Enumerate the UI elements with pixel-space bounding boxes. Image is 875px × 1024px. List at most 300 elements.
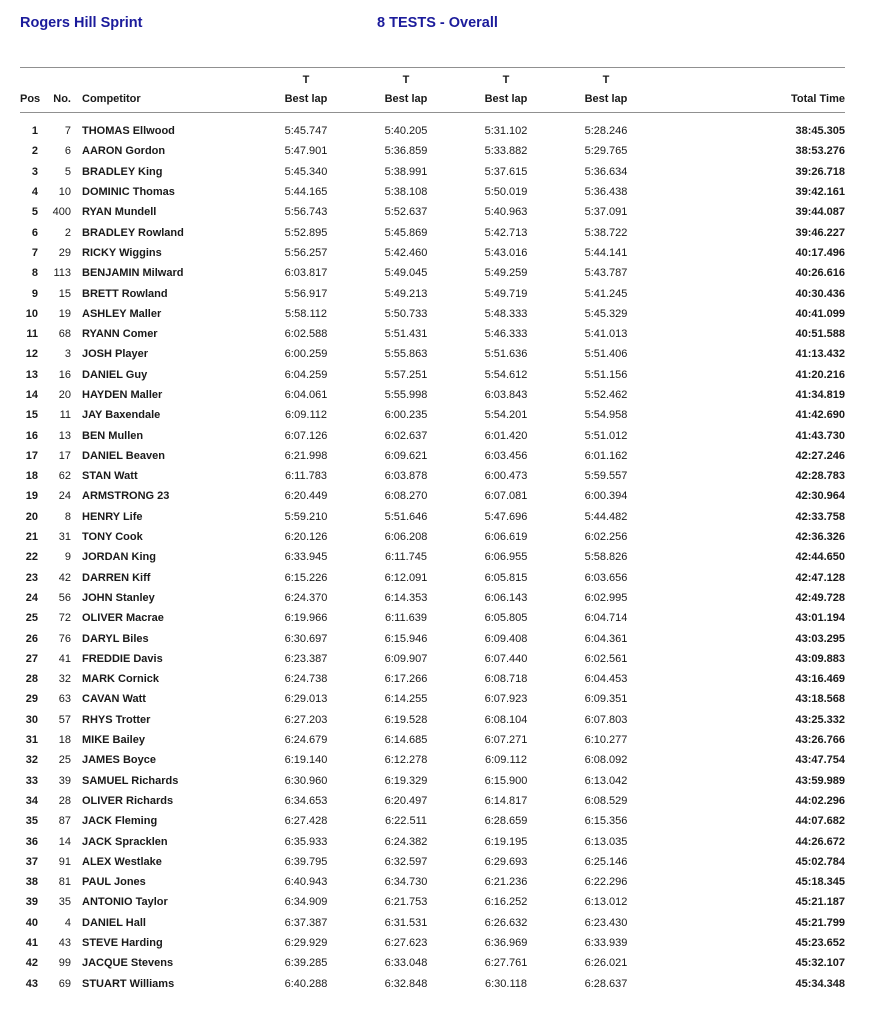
table-row <box>20 365 845 385</box>
total-time-cell: 45:21.187 <box>795 896 845 909</box>
best-lap-3-cell: 6:16.252 <box>484 896 528 909</box>
best-lap-4-cell: 6:02.256 <box>584 531 628 544</box>
best-lap-2-cell: 6:14.353 <box>384 591 428 604</box>
total-time-cell: 42:49.728 <box>795 591 845 604</box>
best-lap-3-cell: 6:27.761 <box>484 957 528 970</box>
best-lap-4-cell: 5:58.826 <box>584 551 628 564</box>
best-lap-3-cell: 6:05.815 <box>484 571 528 584</box>
competitor-cell: DANIEL Hall <box>82 916 146 929</box>
best-lap-2-cell: 6:32.848 <box>384 977 428 990</box>
car-number-cell: 35 <box>58 896 71 909</box>
col-header-t-2: T <box>402 74 410 86</box>
col-header-no: No. <box>44 68 74 113</box>
best-lap-4-cell: 5:52.462 <box>584 389 628 401</box>
car-number-cell: 14 <box>58 835 71 848</box>
position-cell: 4 <box>31 186 38 199</box>
competitor-cell: HAYDEN Maller <box>82 389 163 401</box>
best-lap-3-cell: 6:26.632 <box>484 916 528 929</box>
col-header-pos: Pos <box>20 68 44 113</box>
best-lap-1-cell: 6:23.387 <box>284 652 328 665</box>
total-time-cell: 39:26.718 <box>795 165 845 178</box>
best-lap-4-cell: 6:09.351 <box>584 693 628 706</box>
car-number-cell: 20 <box>58 389 71 401</box>
col-header-total-time: Total Time <box>656 68 845 113</box>
total-time-cell: 40:30.436 <box>795 287 845 300</box>
col-header-best-lap-label-1: Best lap <box>284 93 328 105</box>
best-lap-1-cell: 6:11.783 <box>284 470 327 483</box>
position-cell: 36 <box>25 835 38 848</box>
table-row <box>20 730 845 750</box>
table-row <box>20 933 845 953</box>
total-time-cell: 45:18.345 <box>795 876 845 889</box>
best-lap-2-cell: 5:52.637 <box>384 206 428 219</box>
competitor-cell: JOHN Stanley <box>82 591 155 604</box>
car-number-cell: 72 <box>58 612 71 625</box>
total-time-cell: 43:18.568 <box>795 693 845 706</box>
total-time-cell: 45:02.784 <box>795 855 845 868</box>
best-lap-4-cell: 5:51.012 <box>584 429 628 442</box>
position-cell: 6 <box>31 226 38 239</box>
position-cell: 23 <box>25 571 38 584</box>
competitor-cell: ARMSTRONG 23 <box>82 490 170 503</box>
competitor-cell: BEN Mullen <box>82 429 144 442</box>
best-lap-4-cell: 6:08.092 <box>584 754 628 767</box>
total-time-cell: 42:47.128 <box>795 571 845 584</box>
position-cell: 21 <box>25 531 38 544</box>
best-lap-2-cell: 6:09.907 <box>384 652 428 665</box>
best-lap-1-cell: 6:19.966 <box>284 612 328 625</box>
best-lap-4-cell: 5:36.438 <box>584 186 628 199</box>
total-time-cell: 45:34.348 <box>795 977 845 990</box>
col-header-t-1: T <box>302 74 310 86</box>
competitor-cell: DARYL Biles <box>82 632 149 645</box>
competitor-cell: MARK Cornick <box>82 673 160 686</box>
best-lap-1-cell: 6:24.738 <box>284 673 328 686</box>
table-row <box>20 608 845 628</box>
best-lap-1-cell: 6:20.126 <box>284 531 328 544</box>
total-time-cell: 38:45.305 <box>795 125 845 138</box>
position-cell: 24 <box>25 591 38 604</box>
best-lap-4-cell: 6:00.394 <box>584 490 628 503</box>
best-lap-4-cell: 6:25.146 <box>584 855 628 868</box>
position-cell: 18 <box>25 470 38 483</box>
total-time-cell: 42:33.758 <box>795 510 845 523</box>
competitor-cell: ALEX Westlake <box>82 855 162 868</box>
total-time-cell: 41:43.730 <box>795 429 845 442</box>
best-lap-1-cell: 6:30.697 <box>284 632 328 645</box>
best-lap-2-cell: 6:20.497 <box>384 794 428 807</box>
car-number-cell: 62 <box>58 470 71 483</box>
competitor-cell: JACK Fleming <box>82 815 158 828</box>
col-header-best-lap-3 <box>456 68 556 113</box>
best-lap-4-cell: 5:45.329 <box>584 307 628 320</box>
best-lap-2-cell: 6:32.597 <box>384 855 428 868</box>
car-number-cell: 16 <box>58 368 71 381</box>
best-lap-1-cell: 6:09.112 <box>284 409 327 422</box>
best-lap-2-cell: 5:50.733 <box>384 307 428 320</box>
best-lap-2-cell: 5:49.045 <box>384 267 428 280</box>
table-row <box>20 527 845 547</box>
position-cell: 40 <box>25 916 38 929</box>
position-cell: 31 <box>25 734 38 747</box>
car-number-cell: 11 <box>59 409 71 422</box>
best-lap-1-cell: 6:24.679 <box>284 734 328 747</box>
table-row <box>20 202 845 222</box>
best-lap-3-cell: 6:01.420 <box>484 429 528 442</box>
best-lap-4-cell: 6:04.453 <box>584 673 628 686</box>
best-lap-2-cell: 5:38.108 <box>384 186 428 199</box>
table-row <box>20 953 845 973</box>
total-time-cell: 39:46.227 <box>795 226 845 239</box>
best-lap-2-cell: 6:12.278 <box>384 754 428 767</box>
position-cell: 13 <box>25 368 38 381</box>
best-lap-3-cell: 6:14.817 <box>484 794 528 807</box>
competitor-cell: AARON Gordon <box>82 145 166 158</box>
best-lap-4-cell: 6:33.939 <box>584 937 628 950</box>
best-lap-1-cell: 6:35.933 <box>284 835 328 848</box>
best-lap-1-cell: 5:56.743 <box>284 206 328 219</box>
best-lap-1-cell: 6:27.428 <box>284 815 328 828</box>
car-number-cell: 28 <box>58 794 71 807</box>
table-row <box>20 344 845 364</box>
best-lap-2-cell: 6:24.382 <box>384 835 428 848</box>
best-lap-3-cell: 6:08.104 <box>484 713 528 726</box>
car-number-cell: 400 <box>52 206 71 219</box>
best-lap-4-cell: 5:44.482 <box>584 510 628 523</box>
position-cell: 11 <box>26 328 38 341</box>
best-lap-3-cell: 6:07.923 <box>484 693 528 706</box>
best-lap-2-cell: 6:14.685 <box>384 734 428 747</box>
competitor-cell: DARREN Kiff <box>82 571 151 584</box>
table-row <box>20 182 845 202</box>
best-lap-1-cell: 5:45.340 <box>284 165 328 178</box>
car-number-cell: 69 <box>58 977 71 990</box>
table-row <box>20 162 845 182</box>
competitor-cell: STAN Watt <box>82 470 138 483</box>
best-lap-1-cell: 5:52.895 <box>284 226 328 239</box>
table-row <box>20 304 845 324</box>
table-row <box>20 425 845 445</box>
table-row <box>20 831 845 851</box>
total-time-cell: 42:27.246 <box>795 449 845 462</box>
best-lap-1-cell: 6:24.370 <box>284 591 328 604</box>
competitor-cell: CAVAN Watt <box>82 693 146 706</box>
best-lap-3-cell: 6:00.473 <box>484 470 528 483</box>
car-number-cell: 56 <box>58 591 71 604</box>
best-lap-3-cell: 5:40.963 <box>484 206 528 219</box>
best-lap-4-cell: 5:28.246 <box>584 125 628 138</box>
competitor-cell: DANIEL Beaven <box>82 449 165 462</box>
position-cell: 43 <box>25 977 38 990</box>
table-row <box>20 507 845 527</box>
best-lap-4-cell: 5:59.557 <box>584 470 628 483</box>
best-lap-2-cell: 6:11.745 <box>384 551 427 564</box>
best-lap-4-cell: 5:43.787 <box>584 267 628 280</box>
total-time-cell: 40:17.496 <box>795 246 845 259</box>
best-lap-1-cell: 6:15.226 <box>284 571 328 584</box>
best-lap-2-cell: 5:49.213 <box>384 287 428 300</box>
best-lap-1-cell: 6:34.909 <box>284 896 328 909</box>
best-lap-4-cell: 5:54.958 <box>584 409 628 422</box>
position-cell: 41 <box>25 937 38 950</box>
best-lap-3-cell: 6:21.236 <box>484 876 528 889</box>
position-cell: 42 <box>25 957 38 970</box>
car-number-cell: 63 <box>58 693 71 706</box>
table-row <box>20 283 845 303</box>
total-time-cell: 43:59.989 <box>795 774 845 787</box>
total-time-cell: 43:09.883 <box>795 652 845 665</box>
best-lap-2-cell: 6:33.048 <box>384 957 428 970</box>
total-time-cell: 39:44.087 <box>795 206 845 219</box>
best-lap-3-cell: 6:28.659 <box>484 815 528 828</box>
best-lap-4-cell: 6:04.714 <box>584 612 628 625</box>
total-time-cell: 44:26.672 <box>795 835 845 848</box>
total-time-cell: 40:51.588 <box>795 328 845 341</box>
best-lap-4-cell: 6:02.561 <box>584 652 628 665</box>
car-number-cell: 18 <box>58 734 71 747</box>
best-lap-3-cell: 6:19.195 <box>484 835 528 848</box>
car-number-cell: 39 <box>58 774 71 787</box>
position-cell: 22 <box>25 551 38 564</box>
car-number-cell: 31 <box>58 531 71 544</box>
position-cell: 29 <box>25 693 38 706</box>
total-time-cell: 41:42.690 <box>795 409 845 422</box>
car-number-cell: 42 <box>58 571 71 584</box>
total-time-cell: 42:28.783 <box>795 470 845 483</box>
total-time-cell: 45:21.799 <box>795 916 845 929</box>
table-row <box>20 689 845 709</box>
car-number-cell: 81 <box>58 876 71 889</box>
best-lap-1-cell: 6:40.943 <box>284 876 328 889</box>
competitor-cell: RHYS Trotter <box>82 713 151 726</box>
competitor-cell: HENRY Life <box>82 510 143 523</box>
position-cell: 25 <box>25 612 38 625</box>
table-row <box>20 405 845 425</box>
best-lap-3-cell: 5:48.333 <box>484 307 528 320</box>
best-lap-2-cell: 6:09.621 <box>384 449 428 462</box>
best-lap-1-cell: 6:04.259 <box>284 368 328 381</box>
best-lap-1-cell: 5:47.901 <box>284 145 328 158</box>
car-number-cell: 4 <box>64 916 71 929</box>
car-number-cell: 17 <box>58 449 71 462</box>
best-lap-2-cell: 6:22.511 <box>384 815 427 828</box>
header-row <box>20 68 845 113</box>
car-number-cell: 43 <box>58 937 71 950</box>
position-cell: 3 <box>31 165 38 178</box>
position-cell: 8 <box>31 267 38 280</box>
table-row <box>20 588 845 608</box>
table-row <box>20 892 845 912</box>
best-lap-3-cell: 6:03.843 <box>484 389 528 401</box>
table-row <box>20 113 845 142</box>
position-cell: 39 <box>25 896 38 909</box>
car-number-cell: 19 <box>58 307 71 320</box>
best-lap-2-cell: 5:40.205 <box>384 125 428 138</box>
table-row <box>20 791 845 811</box>
col-header-best-lap-2 <box>356 68 456 113</box>
car-number-cell: 87 <box>58 815 71 828</box>
position-cell: 9 <box>31 287 38 300</box>
best-lap-2-cell: 5:36.859 <box>384 145 428 158</box>
best-lap-4-cell: 6:07.803 <box>584 713 628 726</box>
position-cell: 5 <box>31 206 38 219</box>
results-table <box>20 67 845 994</box>
car-number-cell: 32 <box>58 673 71 686</box>
car-number-cell: 6 <box>64 145 71 158</box>
best-lap-2-cell: 6:21.753 <box>384 896 428 909</box>
total-time-cell: 43:26.766 <box>795 734 845 747</box>
table-row <box>20 771 845 791</box>
best-lap-3-cell: 5:51.636 <box>484 348 528 361</box>
best-lap-1-cell: 6:29.013 <box>284 693 328 706</box>
position-cell: 15 <box>25 409 38 422</box>
best-lap-2-cell: 5:55.863 <box>384 348 428 361</box>
competitor-cell: JACK Spracklen <box>82 835 168 848</box>
best-lap-1-cell: 6:37.387 <box>284 916 328 929</box>
total-time-cell: 44:02.296 <box>795 794 845 807</box>
col-header-t-4: T <box>602 74 610 86</box>
competitor-cell: RYANN Comer <box>82 328 158 341</box>
position-cell: 2 <box>31 145 38 158</box>
total-time-cell: 45:32.107 <box>795 957 845 970</box>
car-number-cell: 25 <box>58 754 71 767</box>
best-lap-3-cell: 5:54.201 <box>484 409 528 422</box>
best-lap-3-cell: 5:46.333 <box>484 328 528 341</box>
best-lap-4-cell: 6:23.430 <box>584 916 628 929</box>
competitor-cell: BENJAMIN Milward <box>82 267 184 280</box>
table-row <box>20 750 845 770</box>
total-time-cell: 43:25.332 <box>795 713 845 726</box>
competitor-cell: BRADLEY Rowland <box>82 226 184 239</box>
best-lap-2-cell: 5:51.646 <box>384 510 428 523</box>
best-lap-1-cell: 5:45.747 <box>284 125 328 138</box>
best-lap-3-cell: 6:09.408 <box>484 632 528 645</box>
best-lap-4-cell: 6:02.995 <box>584 591 628 604</box>
best-lap-3-cell: 6:30.118 <box>484 977 527 990</box>
col-header-best-lap-label-4: Best lap <box>584 93 628 105</box>
col-header-competitor: Competitor <box>74 68 256 113</box>
best-lap-4-cell: 5:51.406 <box>584 348 628 361</box>
best-lap-4-cell: 6:22.296 <box>584 876 628 889</box>
total-time-cell: 41:13.432 <box>795 348 845 361</box>
best-lap-4-cell: 5:44.141 <box>584 246 628 259</box>
best-lap-3-cell: 5:42.713 <box>484 226 528 239</box>
competitor-cell: FREDDIE Davis <box>82 652 163 665</box>
position-cell: 34 <box>25 794 38 807</box>
best-lap-3-cell: 6:07.440 <box>484 652 528 665</box>
table-row <box>20 872 845 892</box>
competitor-cell: ASHLEY Maller <box>82 307 162 320</box>
best-lap-1-cell: 5:56.257 <box>284 246 328 259</box>
best-lap-2-cell: 5:42.460 <box>384 246 428 259</box>
competitor-cell: OLIVER Macrae <box>82 612 164 625</box>
best-lap-4-cell: 5:41.245 <box>584 287 628 300</box>
car-number-cell: 29 <box>58 246 71 259</box>
competitor-cell: PAUL Jones <box>82 876 146 889</box>
competitor-cell: BRETT Rowland <box>82 287 168 300</box>
best-lap-4-cell: 6:01.162 <box>584 449 628 462</box>
best-lap-2-cell: 6:34.730 <box>384 876 428 889</box>
car-number-cell: 8 <box>64 510 71 523</box>
table-row <box>20 466 845 486</box>
position-cell: 38 <box>25 876 38 889</box>
competitor-cell: THOMAS Ellwood <box>82 125 175 138</box>
competitor-cell: JOSH Player <box>82 348 149 361</box>
best-lap-4-cell: 5:38.722 <box>584 226 628 239</box>
best-lap-3-cell: 5:49.719 <box>484 287 528 300</box>
best-lap-3-cell: 6:05.805 <box>484 612 528 625</box>
best-lap-1-cell: 6:03.817 <box>284 267 328 280</box>
competitor-cell: STUART Williams <box>82 977 175 990</box>
total-time-cell: 43:03.295 <box>795 632 845 645</box>
best-lap-1-cell: 6:21.998 <box>284 449 328 462</box>
best-lap-4-cell: 6:13.012 <box>584 896 628 909</box>
total-time-cell: 43:16.469 <box>795 673 845 686</box>
competitor-cell: DOMINIC Thomas <box>82 186 175 199</box>
best-lap-4-cell: 6:13.035 <box>584 835 628 848</box>
car-number-cell: 99 <box>58 957 71 970</box>
competitor-cell: DANIEL Guy <box>82 368 148 381</box>
best-lap-4-cell: 6:13.042 <box>584 774 628 787</box>
best-lap-1-cell: 5:44.165 <box>284 186 328 199</box>
best-lap-2-cell: 6:17.266 <box>384 673 428 686</box>
competitor-cell: JACQUE Stevens <box>82 957 174 970</box>
best-lap-2-cell: 6:00.235 <box>384 409 428 422</box>
table-row <box>20 385 845 405</box>
best-lap-1-cell: 6:20.449 <box>284 490 328 503</box>
best-lap-1-cell: 6:34.653 <box>284 794 328 807</box>
table-row <box>20 263 845 283</box>
best-lap-2-cell: 6:19.528 <box>384 713 428 726</box>
best-lap-4-cell: 5:51.156 <box>584 368 628 381</box>
position-cell: 26 <box>25 632 38 645</box>
best-lap-2-cell: 6:15.946 <box>384 632 428 645</box>
competitor-cell: JAMES Boyce <box>82 754 156 767</box>
car-number-cell: 68 <box>58 328 71 341</box>
table-row <box>20 243 845 263</box>
total-time-cell: 42:30.964 <box>795 490 845 503</box>
best-lap-1-cell: 6:00.259 <box>284 348 328 361</box>
best-lap-1-cell: 6:19.140 <box>284 754 328 767</box>
best-lap-2-cell: 5:55.998 <box>384 389 428 401</box>
total-time-cell: 42:44.650 <box>795 551 845 564</box>
car-number-cell: 24 <box>58 490 71 503</box>
best-lap-3-cell: 5:54.612 <box>484 368 528 381</box>
total-time-cell: 39:42.161 <box>795 186 845 199</box>
position-cell: 10 <box>25 307 38 320</box>
competitor-cell: JORDAN King <box>82 551 156 564</box>
best-lap-2-cell: 6:06.208 <box>384 531 428 544</box>
best-lap-2-cell: 6:19.329 <box>384 774 428 787</box>
best-lap-4-cell: 6:04.361 <box>584 632 628 645</box>
total-time-cell: 40:26.616 <box>795 267 845 280</box>
best-lap-1-cell: 5:56.917 <box>284 287 328 300</box>
car-number-cell: 5 <box>64 165 71 178</box>
best-lap-4-cell: 6:15.356 <box>584 815 628 828</box>
position-cell: 7 <box>31 246 38 259</box>
report-title: 8 TESTS - Overall <box>377 15 498 31</box>
total-time-cell: 41:34.819 <box>795 389 845 401</box>
car-number-cell: 9 <box>64 551 71 564</box>
table-row <box>20 852 845 872</box>
best-lap-3-cell: 5:50.019 <box>484 186 528 199</box>
best-lap-2-cell: 6:14.255 <box>384 693 428 706</box>
table-row <box>20 628 845 648</box>
col-header-best-lap-1 <box>256 68 356 113</box>
position-cell: 33 <box>25 774 38 787</box>
car-number-cell: 91 <box>58 855 71 868</box>
position-cell: 16 <box>25 429 38 442</box>
